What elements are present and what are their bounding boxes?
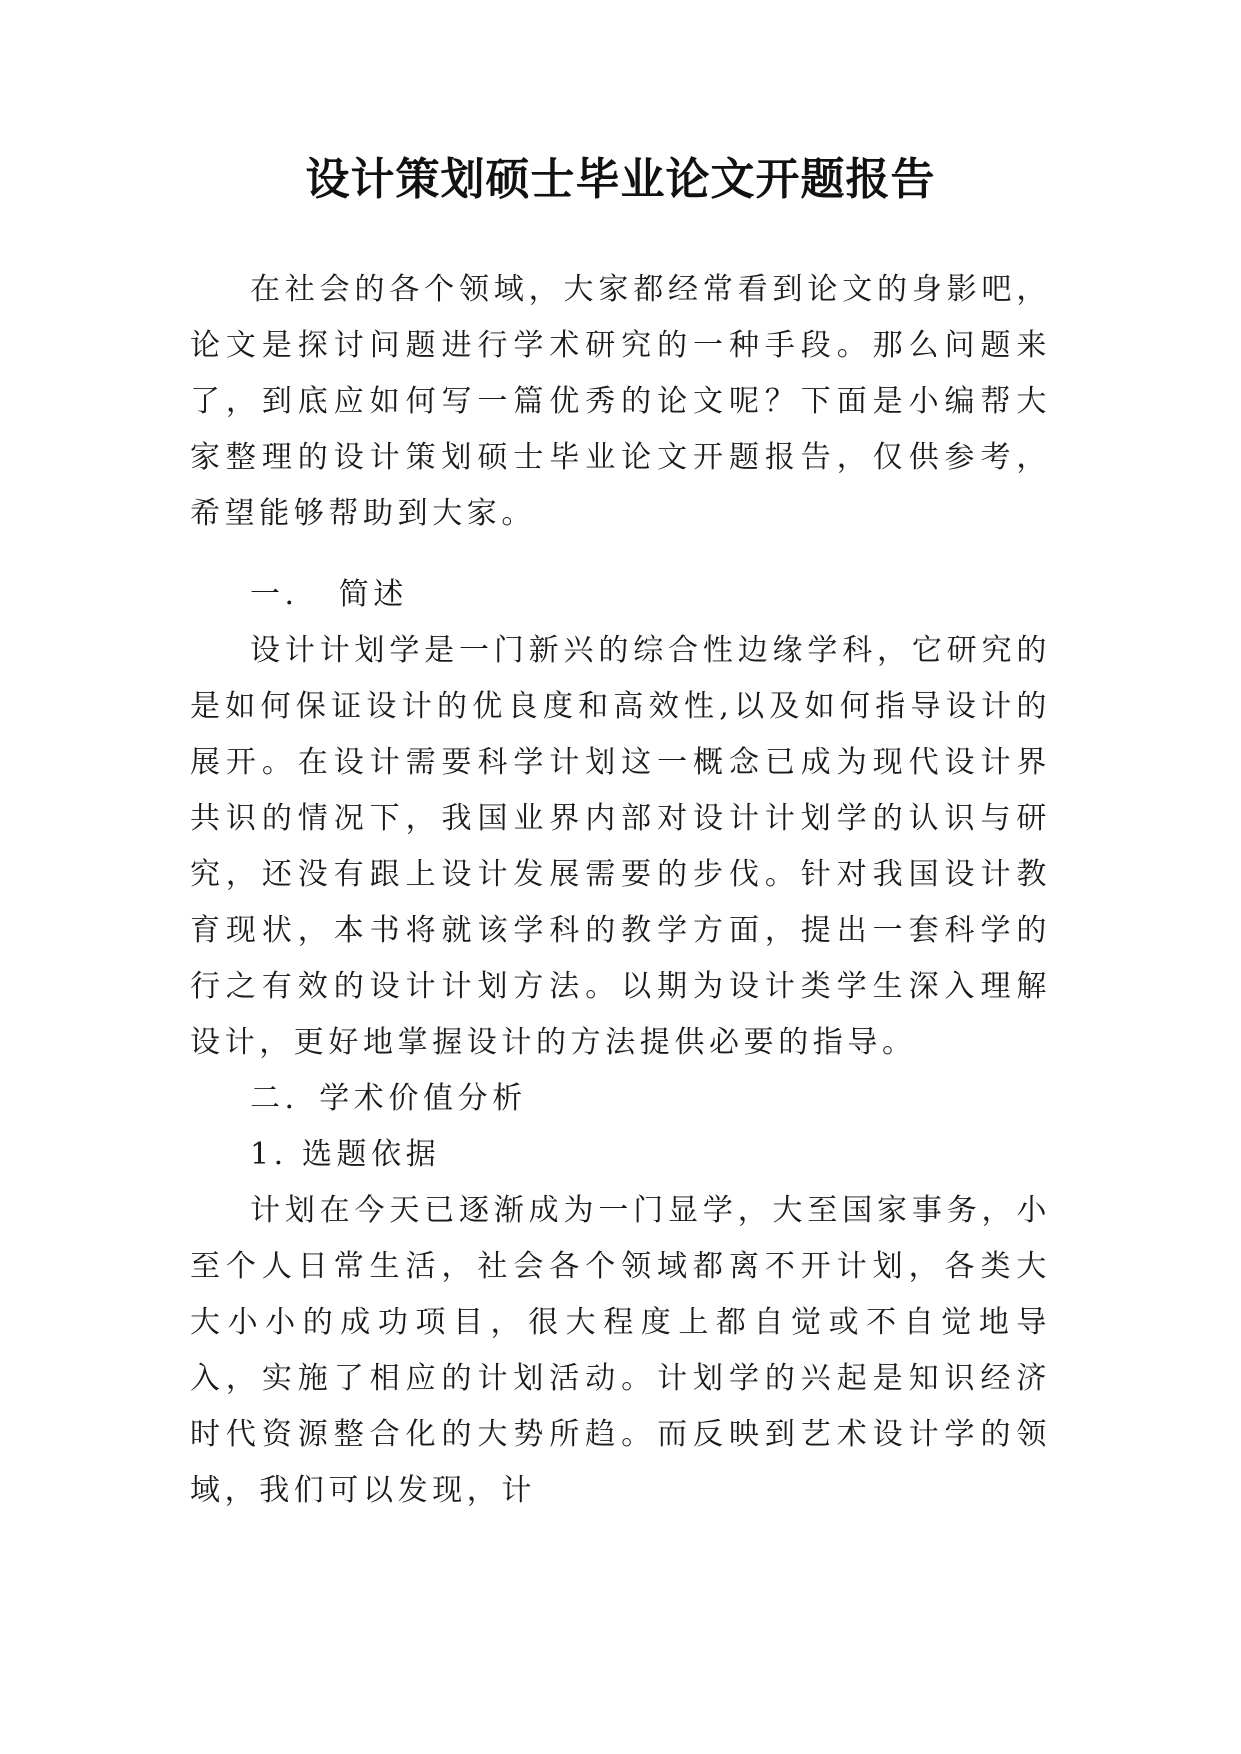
main-section [190,567,1051,1519]
section1-paragraph: 设计计划学是一门新兴的综合性边缘学科，它研究的是如何保证设计的优良度和高效性,以及如何指导设计的展开。在设计需要科学计划这一概念已成为现代设计界共识的情况下，我国业界内部对设计计划学的认识与研究，还没有跟上设计发展需要的步伐。针对我国设计教育现状，本书将就该学科的教学方面，提出一套科学的行之有效的设计计划方法。以期为设计类学生深入理解设计，更好地掌握设计的方法提供必要的指导。 [190,633,1051,1060]
document-title: 设计策划硕士毕业论文开题报告 [305,154,936,205]
section2-heading: 二．学术价值分析 [250,1081,527,1116]
intro-paragraph: 在社会的各个领域，大家都经常看到论文的身影吧，论文是探讨问题进行学术研究的一种手段。那么问题来了，到底应如何写一篇优秀的论文呢？下面是小编帮大家整理的设计策划硕士毕业论文开题报告，仅供参考，希望能够帮助到大家。 [190,272,1051,531]
section1-heading: 一． 简述 [250,577,408,612]
intro-section [190,262,1051,542]
subsection1-heading: 1. 选题依据 [250,1137,441,1172]
subsection1-paragraph: 计划在今天已逐渐成为一门显学，大至国家事务，小至个人日常生活，社会各个领域都离不开计划，各类大大小小的成功项目，很大程度上都自觉或不自觉地导入，实施了相应的计划活动。计划学的兴起是知识经济时代资源整合化的大势所趋。而反映到艺术设计学的领域，我们可以发现，计 [190,1193,1051,1508]
